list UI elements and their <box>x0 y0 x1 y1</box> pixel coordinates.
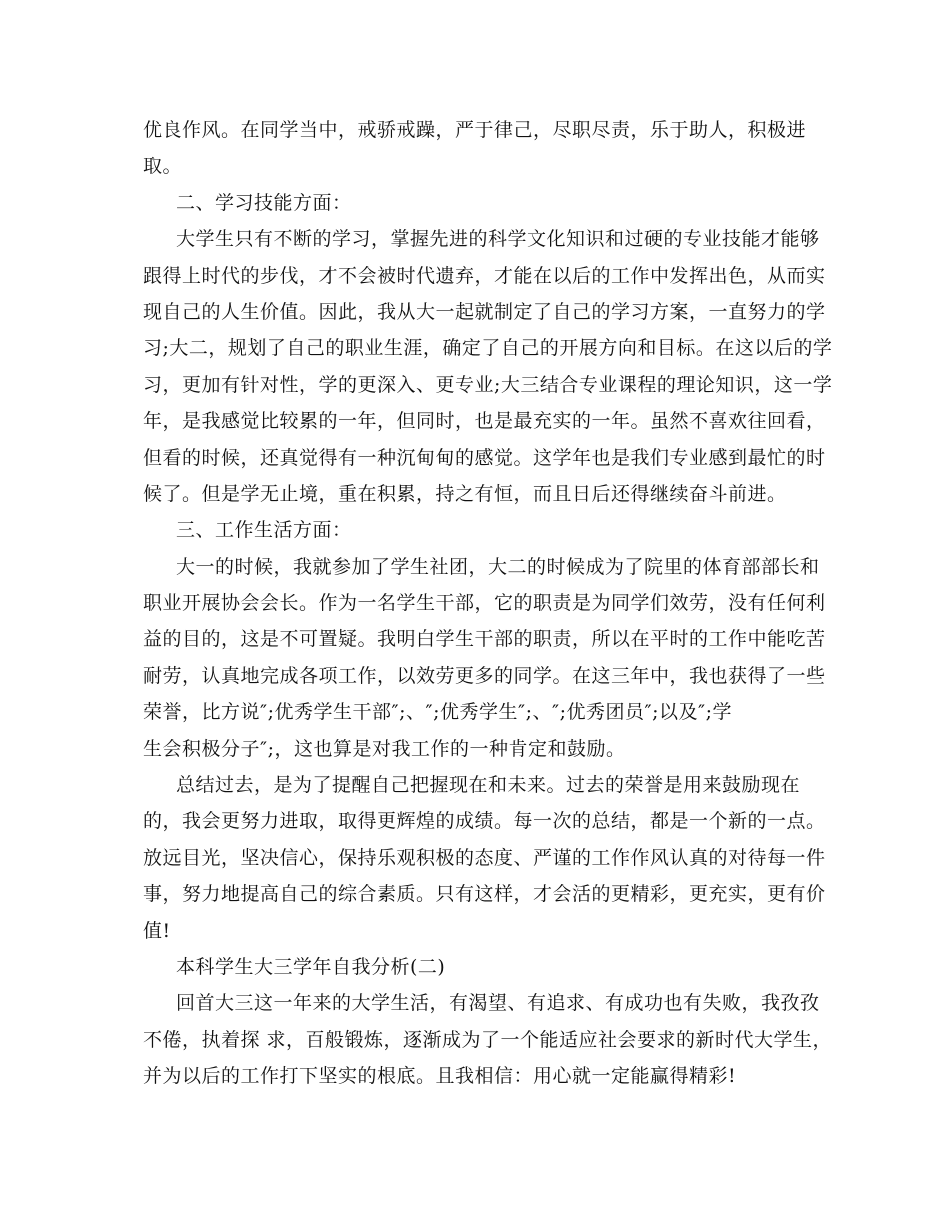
text-line-22: 事，努力地提高自己的综合素质。只有这样，才会活的更精彩，更充实，更有价 <box>143 883 826 906</box>
text-line-17: 荣誉，比方说″;优秀学生干部″;、″;优秀学生″;、″;优秀团员″;以及″;学 <box>143 701 732 724</box>
text-line-26: 不倦，执着探 求，百般锻炼，逐渐成为了一个能适应社会要求的新时代大学生， <box>143 1028 833 1051</box>
text-line-13: 大一的时候，我就参加了学生社团，大二的时候成为了院里的体育部部长和 <box>176 555 820 578</box>
text-line-21: 放远目光，坚决信心，保持乐观积极的态度、严谨的工作作风认真的对待每一件 <box>143 846 826 869</box>
text-line-8: 习，更加有针对性，学的更深入、更专业;大三结合专业课程的理论知识，这一学 <box>143 373 833 396</box>
text-line-19: 总结过去，是为了提醒自己把握现在和未来。过去的荣誉是用来鼓励现在 <box>176 774 801 797</box>
text-line-11: 候了。但是学无止境，重在积累，持之有恒，而且日后还得继续奋斗前进。 <box>143 482 787 505</box>
text-line-2: 取。 <box>143 155 183 178</box>
document-subtitle: 本科学生大三学年自我分析(二) <box>176 955 446 978</box>
text-line-16: 耐劳，认真地完成各项工作，以效劳更多的同学。在这三年中，我也获得了一些 <box>143 664 826 687</box>
section-heading-work-life: 三、工作生活方面： <box>176 519 352 542</box>
text-line-10: 但看的时候，还真觉得有一种沉甸甸的感觉。这学年也是我们专业感到最忙的时 <box>143 446 826 469</box>
text-line-25: 回首大三这一年来的大学生活，有渴望、有追求、有成功也有失败，我孜孜 <box>176 992 820 1015</box>
text-line-27: 并为以后的工作打下坚实的根底。且我相信：用心就一定能赢得精彩! <box>143 1065 737 1088</box>
text-line-9: 年，是我感觉比较累的一年，但同时，也是最充实的一年。虽然不喜欢往回看， <box>143 410 826 433</box>
section-heading-study-skills: 二、学习技能方面： <box>176 191 352 214</box>
text-line-18: 生会积极分子″;，这也算是对我工作的一种肯定和鼓励。 <box>143 737 626 760</box>
text-line-15: 益的目的，这是不可置疑。我明白学生干部的职责，所以在平时的工作中能吃苦 <box>143 628 826 651</box>
text-line-23: 值! <box>143 919 171 942</box>
text-line-7: 习;大二，规划了自己的职业生涯，确定了自己的开展方向和目标。在这以后的学 <box>143 337 833 360</box>
text-line-20: 的，我会更努力进取，取得更辉煌的成绩。每一次的总结，都是一个新的一点。 <box>143 810 826 833</box>
text-line-4: 大学生只有不断的学习，掌握先进的科学文化知识和过硬的专业技能才能够 <box>176 228 820 251</box>
text-line-5: 跟得上时代的步伐，才不会被时代遗弃，才能在以后的工作中发挥出色，从而实 <box>143 264 826 287</box>
text-line-14: 职业开展协会会长。作为一名学生干部，它的职责是为同学们效劳，没有任何利 <box>143 592 826 615</box>
text-line-6: 现自己的人生价值。因此，我从大一起就制定了自己的学习方案，一直努力的学 <box>143 300 826 323</box>
text-line-1: 优良作风。在同学当中，戒骄戒躁，严于律己，尽职尽责，乐于助人，积极进 <box>143 119 807 141</box>
